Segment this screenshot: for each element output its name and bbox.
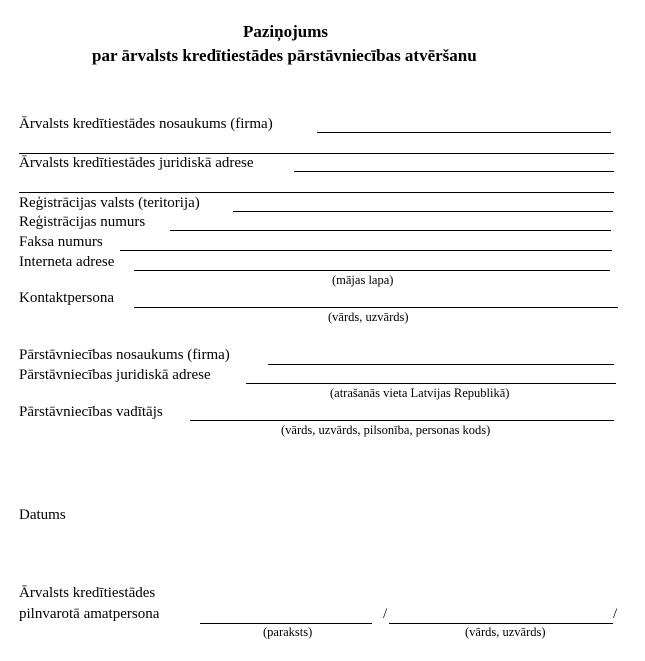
website-hint: (mājas lapa) (332, 273, 394, 287)
registration-number-line[interactable] (170, 230, 611, 231)
document-subtitle: par ārvalsts kredītiestādes pārstāvniecības atvēršanu (92, 46, 477, 65)
institution-address-line[interactable] (294, 171, 614, 172)
official-label-line2: pilnvarotā amatpersona (19, 606, 160, 622)
office-address-hint: (atrašanās vieta Latvijas Republikā) (330, 386, 510, 400)
fax-number-label: Faksa numurs (19, 234, 103, 250)
office-head-label: Pārstāvniecības vadītājs (19, 404, 163, 420)
registration-number-label: Reģistrācijas numurs (19, 214, 146, 230)
office-name-label: Pārstāvniecības nosaukums (firma) (19, 347, 230, 363)
contact-person-line[interactable] (134, 307, 618, 308)
office-address-label: Pārstāvniecības juridiskā adrese (19, 367, 211, 383)
office-head-line[interactable] (190, 420, 614, 421)
office-head-hint: (vārds, uzvārds, pilsonība, personas kods) (281, 423, 491, 437)
official-name-hint: (vārds, uzvārds) (465, 625, 546, 639)
official-name-line[interactable] (389, 623, 613, 624)
document-title: Paziņojums (243, 22, 328, 41)
institution-address-line-2[interactable] (19, 192, 614, 193)
official-label-line1: Ārvalsts kredītiestādes (19, 585, 156, 601)
website-label: Interneta adrese (19, 254, 115, 270)
institution-address-label: Ārvalsts kredītiestādes juridiskā adrese (19, 155, 254, 171)
institution-name-line[interactable] (317, 132, 611, 133)
signature-line[interactable] (200, 623, 372, 624)
contact-person-hint: (vārds, uzvārds) (328, 310, 409, 324)
institution-name-line-2[interactable] (19, 153, 614, 154)
date-label: Datums (19, 507, 66, 523)
registration-country-line[interactable] (233, 211, 613, 212)
office-address-line[interactable] (246, 383, 616, 384)
office-name-line[interactable] (268, 364, 614, 365)
institution-name-label: Ārvalsts kredītiestādes nosaukums (firma) (19, 116, 273, 132)
slash-open: / (383, 606, 388, 622)
website-line[interactable] (134, 270, 610, 271)
slash-close: / (613, 606, 618, 622)
signature-hint: (paraksts) (263, 625, 313, 639)
fax-number-line[interactable] (120, 250, 612, 251)
registration-country-label: Reģistrācijas valsts (teritorija) (19, 195, 200, 211)
contact-person-label: Kontaktpersona (19, 290, 114, 306)
